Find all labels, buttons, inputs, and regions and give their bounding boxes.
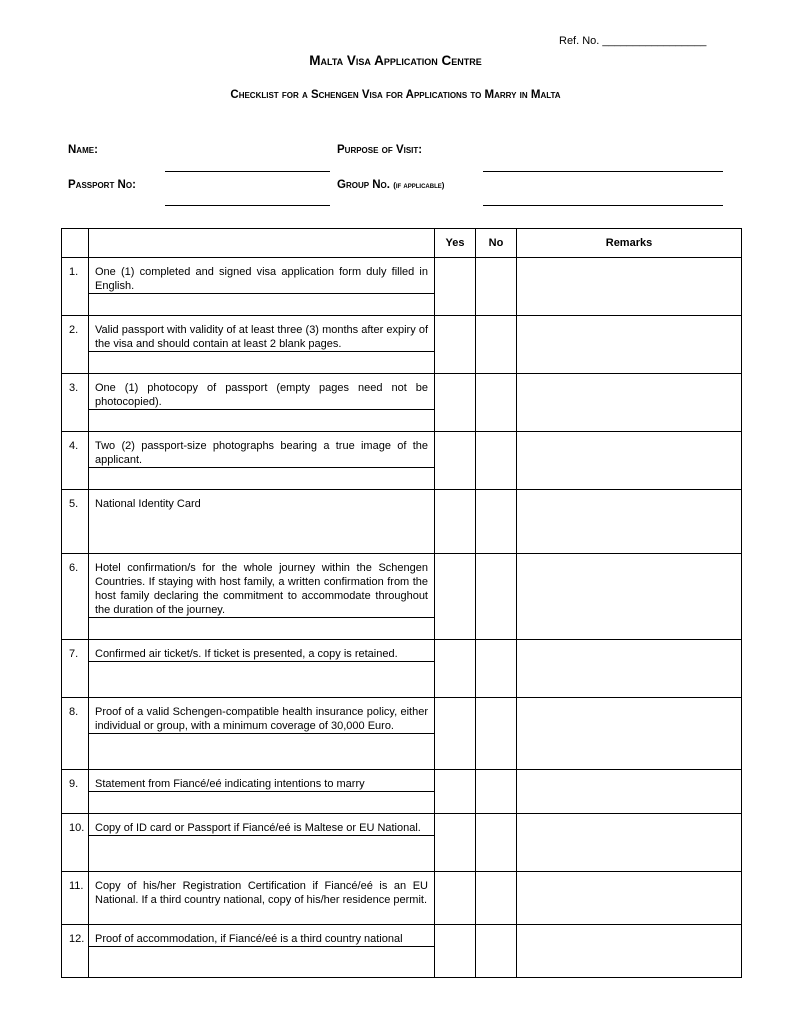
- remarks-column-header: Remarks: [517, 229, 742, 258]
- row-description: Two (2) passport-size photographs bearing a true image of the applicant.: [89, 432, 434, 468]
- no-checkbox-cell[interactable]: [476, 770, 517, 814]
- no-checkbox-cell[interactable]: [476, 374, 517, 432]
- row-number: 12.: [62, 925, 89, 978]
- table-row: [62, 316, 742, 374]
- no-checkbox-cell[interactable]: [476, 258, 517, 316]
- passport-label: Passport No:: [68, 179, 136, 191]
- item-column-header: [89, 229, 435, 258]
- yes-column-header: Yes: [435, 229, 476, 258]
- row-number: 3.: [62, 374, 89, 432]
- remarks-cell[interactable]: [517, 554, 742, 640]
- table-row: [62, 432, 742, 490]
- no-checkbox-cell[interactable]: [476, 925, 517, 978]
- row-number: 1.: [62, 258, 89, 316]
- remarks-cell[interactable]: [517, 814, 742, 872]
- checklist-table: [61, 228, 742, 978]
- page-subtitle: Checklist for a Schengen Visa for Applications to Marry in Malta: [230, 89, 561, 101]
- row-description: Copy of his/her Registration Certification if Fiancé/eé is an EU National. If a third country national, copy of his/her residence permit.: [95, 880, 428, 906]
- row-number: 4.: [62, 432, 89, 490]
- row-description: One (1) photocopy of passport (empty pages need not be photocopied).: [89, 374, 434, 410]
- no-checkbox-cell[interactable]: [476, 316, 517, 374]
- group-label: [337, 179, 444, 191]
- row-description: Hotel confirmation/s for the whole journey within the Schengen Countries. If staying with host family, a written confirmation from the host family declaring the commitment to accommodate throughout the duration of the journey.: [89, 554, 434, 618]
- remarks-cell[interactable]: [517, 490, 742, 554]
- row-number: 7.: [62, 640, 89, 698]
- table-row: [62, 814, 742, 872]
- row-number: 6.: [62, 554, 89, 640]
- remarks-cell[interactable]: [517, 316, 742, 374]
- no-checkbox-cell[interactable]: [476, 872, 517, 925]
- row-number: 5.: [62, 490, 89, 554]
- yes-checkbox-cell[interactable]: [435, 640, 476, 698]
- yes-checkbox-cell[interactable]: [435, 316, 476, 374]
- yes-checkbox-cell[interactable]: [435, 374, 476, 432]
- passport-field[interactable]: [165, 205, 330, 206]
- row-description: Proof of accommodation, if Fiancé/eé is a third country national: [89, 925, 434, 947]
- yes-checkbox-cell[interactable]: [435, 554, 476, 640]
- no-column-header: No: [476, 229, 517, 258]
- purpose-label: Purpose of Visit:: [337, 144, 423, 156]
- no-checkbox-cell[interactable]: [476, 432, 517, 490]
- row-description: Confirmed air ticket/s. If ticket is presented, a copy is retained.: [89, 640, 434, 662]
- yes-checkbox-cell[interactable]: [435, 814, 476, 872]
- remarks-cell[interactable]: [517, 374, 742, 432]
- remarks-cell[interactable]: [517, 925, 742, 978]
- no-checkbox-cell[interactable]: [476, 490, 517, 554]
- name-field[interactable]: [165, 171, 330, 172]
- row-number: 11.: [62, 872, 89, 925]
- no-checkbox-cell[interactable]: [476, 640, 517, 698]
- yes-checkbox-cell[interactable]: [435, 698, 476, 770]
- row-number: 10.: [62, 814, 89, 872]
- table-header-row: [62, 229, 742, 258]
- page-title: Malta Visa Application Centre: [309, 53, 482, 68]
- table-row: [62, 640, 742, 698]
- name-label: Name:: [68, 144, 98, 156]
- table-row: [62, 925, 742, 978]
- no-checkbox-cell[interactable]: [476, 554, 517, 640]
- group-label-note: (if applicable): [393, 181, 445, 190]
- row-description: Proof of a valid Schengen-compatible health insurance policy, either individual or group, with a minimum coverage of 30,000 Euro.: [89, 698, 434, 734]
- row-number: 9.: [62, 770, 89, 814]
- remarks-cell[interactable]: [517, 698, 742, 770]
- yes-checkbox-cell[interactable]: [435, 770, 476, 814]
- row-description: Copy of ID card or Passport if Fiancé/eé is Maltese or EU National.: [89, 814, 434, 836]
- row-description: Valid passport with validity of at least three (3) months after expiry of the visa and should contain at least 2 blank pages.: [89, 316, 434, 352]
- no-checkbox-cell[interactable]: [476, 814, 517, 872]
- remarks-cell[interactable]: [517, 872, 742, 925]
- reference-number: Ref. No. _________________: [559, 35, 707, 47]
- row-description: One (1) completed and signed visa application form duly filled in English.: [89, 258, 434, 294]
- table-row: [62, 770, 742, 814]
- no-checkbox-cell[interactable]: [476, 698, 517, 770]
- yes-checkbox-cell[interactable]: [435, 490, 476, 554]
- remarks-cell[interactable]: [517, 258, 742, 316]
- purpose-field[interactable]: [483, 171, 723, 172]
- table-row: [62, 490, 742, 554]
- row-description: Statement from Fiancé/eé indicating intentions to marry: [89, 770, 434, 792]
- table-row: [62, 872, 742, 925]
- group-label-text: Group No.: [337, 179, 390, 191]
- remarks-cell[interactable]: [517, 432, 742, 490]
- table-row: [62, 698, 742, 770]
- row-number: 2.: [62, 316, 89, 374]
- table-row: [62, 258, 742, 316]
- yes-checkbox-cell[interactable]: [435, 925, 476, 978]
- yes-checkbox-cell[interactable]: [435, 432, 476, 490]
- table-row: [62, 374, 742, 432]
- number-column-header: [62, 229, 89, 258]
- remarks-cell[interactable]: [517, 770, 742, 814]
- yes-checkbox-cell[interactable]: [435, 258, 476, 316]
- yes-checkbox-cell[interactable]: [435, 872, 476, 925]
- remarks-cell[interactable]: [517, 640, 742, 698]
- group-field[interactable]: [483, 205, 723, 206]
- row-description: National Identity Card: [95, 498, 201, 510]
- table-row: [62, 554, 742, 640]
- row-number: 8.: [62, 698, 89, 770]
